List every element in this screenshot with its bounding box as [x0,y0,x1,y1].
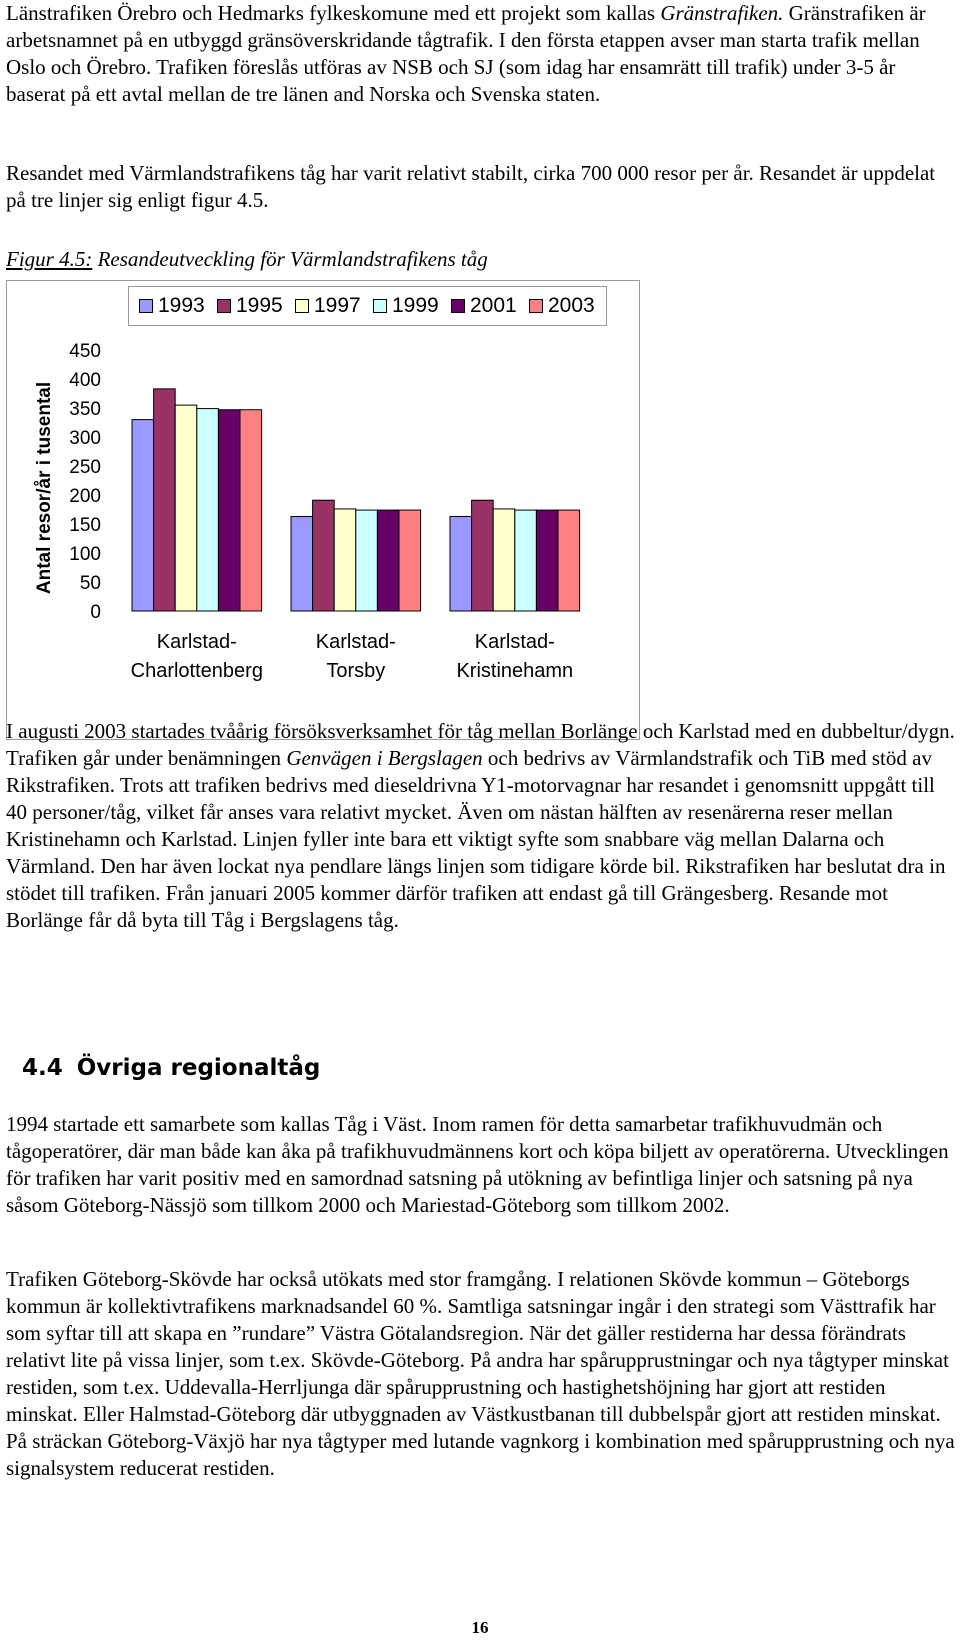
page-number: 16 [471,1618,489,1637]
intro-text-rest: Gränstrafiken är arbetsnamnet på en utbyggd gränsöverskridande tågtrafik. I den första etappen avser man starta trafik mellan Oslo och Örebro. Trafiken föreslås utföras av NSB och SJ (som idag har ensamrätt till trafik) under 3-5 år baserat på ett avtal mellan de tre länen and Norska och Svenska staten. [6,1,926,106]
bar-1993-2 [450,516,472,611]
legend-label-2003: 2003 [548,294,595,317]
section-title: Övriga regionaltåg [76,1055,321,1081]
x-tick-label: Torsby [326,660,386,682]
paragraph-goteborg-skovde-text: Trafiken Göteborg-Skövde har också utökats med stor framgång. I relationen Skövde kommun – Göteborgs kommun är kollektivtrafikens marknadsandel 60 %. Samtliga satsningar ingår i den strategi som Västtrafik har som syftar till att skapa en ”rundare” Västra Götalandsregion. När det gäller restiderna har dessa förändrats relativt lite på vissa linjer, som t.ex. Skövde-Göteborg. På andra har spårupprustningar och nya tågtyper minskat restiden, som t.ex. Uddevalla-Herrljunga där spårupprustning och hastighetshöjning har gjort att restiden minskat. Eller Halmstad-Göteborg där utbyggnaden av Västkustbanan till dubbelspår gjort att restiden minskat. På sträckan Göteborg-Växjö har nya tågtyper med lutande vagnkorg i kombination med spårupprustning och nya signalsystem reducerat restiden. [6,1267,955,1480]
y-tick-label: 150 [69,515,101,536]
figure-caption-label: Figur 4.5: [6,247,93,271]
bar-2001-0 [218,410,240,611]
legend-label-1993: 1993 [158,294,205,317]
legend-label-1999: 1999 [392,294,439,317]
legend-label-1997: 1997 [314,294,361,317]
bar-1999-1 [356,510,378,611]
y-axis-label: Antal resor/år i tusental [34,381,55,595]
bar-2003-2 [558,510,580,611]
y-tick-label: 400 [69,370,101,391]
paragraph-tag-i-vast [6,1111,956,1219]
bar-2001-1 [377,510,399,611]
figure-caption-text: Resandeutveckling för Värmlandstrafikens tåg [92,247,488,271]
bar-2001-2 [536,510,558,611]
x-tick-label: Charlottenberg [130,660,263,682]
y-tick-label: 0 [90,602,101,623]
legend-label-1995: 1995 [236,294,283,317]
x-tick-label: Karlstad- [156,631,237,653]
bar-1997-1 [334,509,356,611]
y-tick-label: 200 [69,486,101,507]
genvagen-text-rest: och bedrivs av Värmlandstrafik och TiB med stöd av Rikstrafiken. Trots att trafiken bedrivs med dieseldrivna Y1-motorvagnar har resandet i genomsnitt uppgått till 40 personer/tåg, vilket får anses vara relativt mycket. Även om nästan hälften av resenärerna reser mellan Kristinehamn och Karlstad. Linjen fyller inte bara ett viktigt syfte som snabbare väg mellan Dalarna och Värmland. Den har även lockat nya pendlare längs linjen som tidigare körde bil. Rikstrafiken har beslutat dra in stödet till trafiken. Från januari 2005 kommer därför trafiken att endast gå till Grängesberg. Resande mot Borlänge får då byta till Tåg i Bergslagens tåg. [6,746,946,932]
bar-1999-2 [515,510,537,611]
bar-1997-0 [175,405,197,611]
bar-2003-1 [399,510,421,611]
intro-italic-term: Gränstrafiken. [660,1,784,25]
y-tick-label: 300 [69,428,101,449]
y-tick-label: 100 [69,544,101,565]
x-tick-label: Karlstad- [315,631,396,653]
paragraph-goteborg-skovde [6,1266,956,1482]
x-tick-label: Karlstad- [474,631,555,653]
paragraph-genvagen [6,718,956,934]
section-number: 4.4 [22,1055,63,1081]
paragraph-tag-i-vast-text: 1994 startade ett samarbete som kallas Tåg i Väst. Inom ramen för detta samarbetar trafikhuvudmän och tågoperatörer, där man både kan åka på trafikhuvudmännens kort och köpa biljett av operatörerna. Utvecklingen för trafiken har varit positiv med en samordnad satsning på utökning av befintliga linjer och satsning på nya såsom Göteborg-Nässjö som tillkom 2000 och Mariestad-Göteborg som tillkom 2002. [6,1112,949,1217]
paragraph-resandet-text: Resandet med Värmlandstrafikens tåg har varit relativt stabilt, cirka 700 000 resor per år. Resandet är uppdelat på tre linjer sig enligt figur 4.5. [6,161,936,212]
bar-1997-2 [493,509,515,611]
y-tick-label: 450 [69,341,101,362]
bar-1995-0 [154,389,176,611]
bar-1993-1 [291,516,313,611]
bar-1999-0 [197,409,219,611]
y-tick-label: 350 [69,399,101,420]
legend-label-2001: 2001 [470,294,517,317]
x-tick-label: Kristinehamn [456,660,574,682]
bar-1995-2 [472,500,494,611]
intro-text-start: Länstrafiken Örebro och Hedmarks fylkeskomune med ett projekt som kallas [6,1,661,25]
bar-chart [0,0,960,740]
section-heading [22,1055,334,1082]
y-tick-label: 250 [69,457,101,478]
bar-1995-1 [313,500,335,611]
genvagen-text-start: I augusti 2003 startades tvåårig försöksverksamhet för tåg mellan Borlänge och Karlstad med en dubbeltur/dygn. Trafiken går under benämningen [6,719,955,770]
y-tick-label: 50 [79,573,101,594]
bar-2003-0 [240,410,262,611]
bar-1993-0 [132,420,154,611]
genvagen-italic-name: Genvägen i Bergslagen [286,746,483,770]
